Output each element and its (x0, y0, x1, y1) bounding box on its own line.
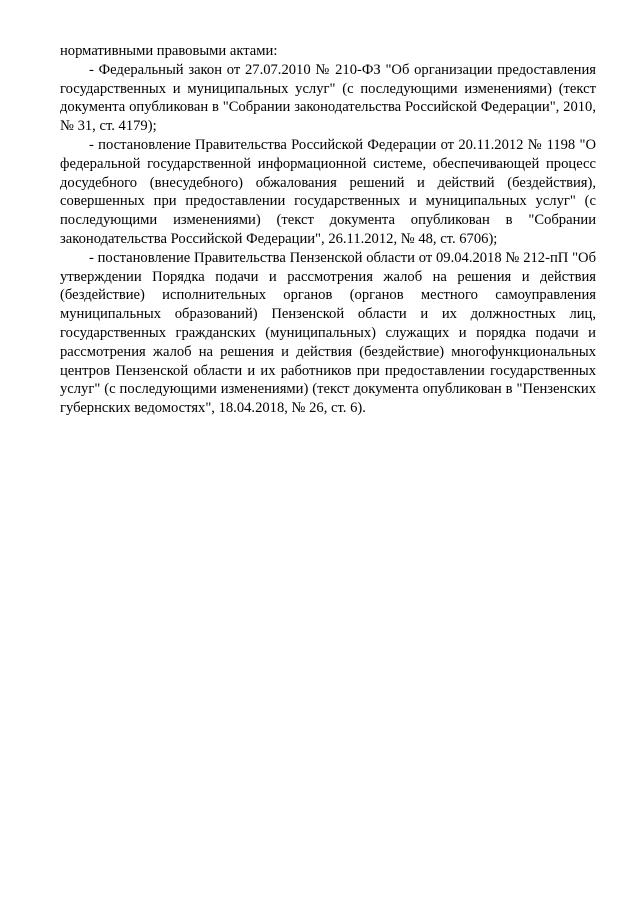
document-body (60, 42, 596, 418)
paragraph-government-resolution-1198: - постановление Правительства Российской Федерации от 20.11.2012 № 1198 "О федеральной государственной информационной системе, обеспечивающей процесс досудебного (внесудебного) обжалования решений и действий (бездействия), совершенных при предоставлении государственных и муниципальных услуг" (с последующими изменениями) (текст документа опубликован в "Собрании законодательства Российской Федерации", 26.11.2012, № 48, ст. 6706); (60, 136, 596, 247)
paragraph-intro: нормативными правовыми актами: (60, 43, 278, 59)
paragraph-penza-resolution-212: - постановление Правительства Пензенской области от 09.04.2018 № 212-пП "Об утверждении Порядка подачи и рассмотрения жалоб на решения и действия (бездействие) исполнительных органов (органов местного самоуправления муниципальных образований) Пензенской области и их должностных лиц, государственных гражданских (муниципальных) служащих и порядка подачи и рассмотрения жалоб на решения и действия (бездействие) многофункциональных центров Пензенской области и их работников при предоставлении государственных услуг" (с последующими изменениями) (текст документа опубликован в "Пензенских губернских ведомостях", 18.04.2018, № 26, ст. 6). (60, 249, 596, 417)
paragraph-federal-law-210: - Федеральный закон от 27.07.2010 № 210-ФЗ "Об организации предоставления государственных и муниципальных услуг" (с последующими изменениями) (текст документа опубликован в "Собрании законодательства Российской Федерации", 2010, № 31, ст. 4179); (60, 61, 596, 135)
